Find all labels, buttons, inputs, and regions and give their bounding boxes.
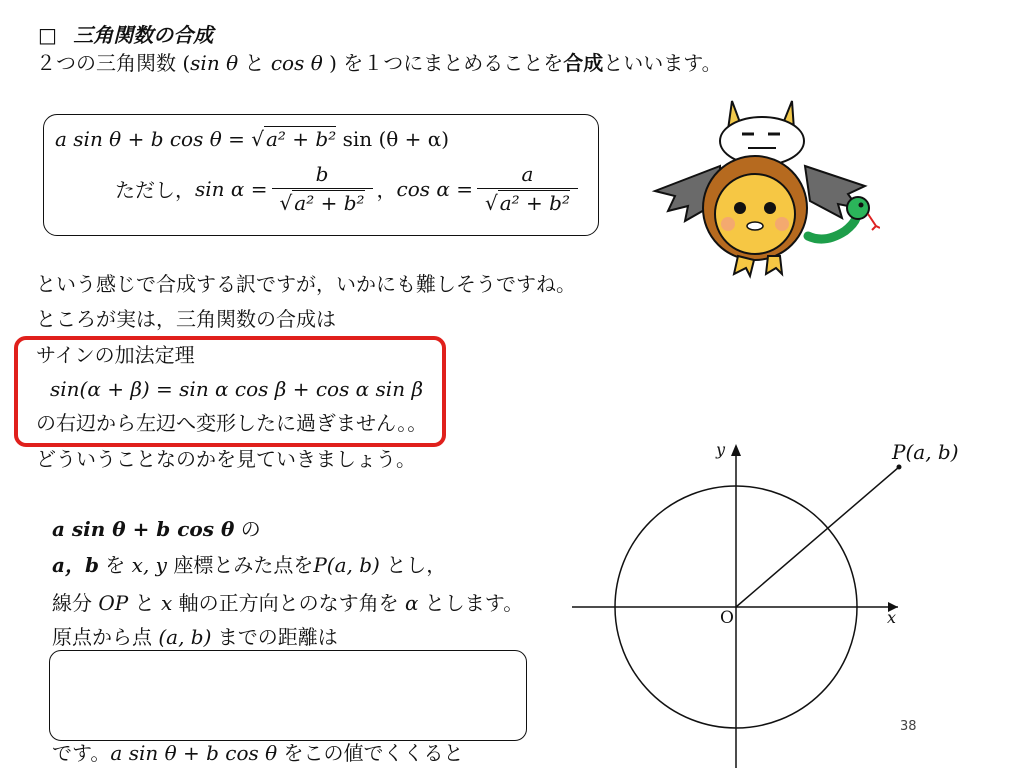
step2-xy: x, y [131, 553, 167, 577]
step1-tail: の [234, 517, 261, 541]
step2-text-a: を [98, 553, 132, 577]
fraction-a-denominator: a² + b² [499, 191, 570, 215]
x-axis-label: x [887, 608, 897, 627]
unit-circle-diagram [560, 430, 980, 768]
step2-point-p: P(a, b) [313, 553, 380, 577]
page-number: 38 [900, 719, 917, 734]
fraction-b-denominator: a² + b² [294, 191, 365, 215]
body-line-6: どういうことなのかを見ていきましょう。 [36, 447, 416, 471]
lion-dragon-mascot-icon [650, 96, 880, 286]
checkbox-icon: □ [38, 23, 57, 47]
intro-text-b: を１つにまとめることを [343, 51, 564, 75]
origin-label: O [720, 608, 734, 628]
step4-text-b: までの距離は [211, 625, 338, 649]
intro-line: ２つの三角関数 (sin θ と cos θ ) を１つにまとめることを合成といいます。 [36, 51, 722, 75]
formula-cos-alpha: cos α = [396, 176, 473, 201]
step-line-5 [52, 740, 464, 766]
point-p-coords: (a, b) [905, 440, 959, 464]
intro-cos-theta: cos θ [270, 51, 323, 75]
title-text: 三角関数の合成 [73, 23, 214, 47]
step3-alpha: α [404, 591, 419, 615]
distance-answer-box[interactable] [49, 650, 527, 741]
step3-x: x [160, 591, 173, 615]
formula-lhs: a sin θ + b cos θ = [55, 127, 252, 151]
fraction-a: $\frac{a}{\text{√ a² + b²}}$ [477, 162, 578, 215]
step5-text-a: です。 [52, 741, 111, 765]
step-line-2 [52, 552, 446, 578]
body-line-5: の右辺から左辺へ変形したに過ぎません。。 [36, 411, 428, 435]
intro-bold-word: 合成 [563, 51, 604, 75]
formula-tadashi: ただし， [115, 178, 195, 202]
step3-text-a: 線分 [52, 591, 99, 615]
step1-math: a sin θ + b cos θ [52, 517, 235, 541]
fraction-b: $\frac{b}{\text{√ a² + b²}}$ [272, 162, 373, 215]
section-title [38, 22, 213, 48]
step4-ab: (a, b) [158, 625, 212, 649]
step2-text-b: 座標とみた点を [166, 553, 314, 577]
step5-math: a sin θ + b cos θ [110, 741, 278, 765]
y-axis-label: y [716, 440, 726, 459]
formula-rhs: sin (θ + α) [336, 127, 450, 151]
step3-op: OP [98, 591, 129, 615]
body-line-1: という感じで合成する訳ですが，いかにも難しそうですね。 [36, 272, 576, 296]
formula-line-2 [115, 162, 582, 215]
point-p-label [892, 440, 959, 464]
y-axis-arrow-icon [731, 444, 741, 456]
fraction-b-numerator: b [315, 162, 329, 186]
step-line-4 [52, 624, 338, 650]
step-line-3 [52, 590, 523, 616]
step3-text-c: 軸の正方向とのなす角を [172, 591, 405, 615]
step3-text-b: と [128, 591, 161, 615]
step2-ab: a，b [52, 553, 99, 577]
point-p [897, 465, 902, 470]
intro-sin-theta: sin θ [190, 51, 239, 75]
step3-text-d: とします。 [418, 591, 524, 615]
formula-line-1: a sin θ + b cos θ = √ a² + b² sin (θ + α) [55, 127, 450, 151]
step5-text-b: をこの値でくくると [277, 741, 464, 765]
point-p-name: P [892, 440, 906, 464]
body-line-3: サインの加法定理 [36, 343, 195, 367]
addition-theorem-formula: sin(α + β) = sin α cos β + cos α sin β [50, 377, 424, 401]
intro-and: と [244, 51, 265, 75]
formula-comma: ， [376, 178, 397, 202]
intro-text-c: といいます。 [603, 51, 722, 75]
step2-text-c: とし， [379, 553, 447, 577]
formula-sin-alpha: sin α = [195, 176, 268, 201]
step4-text-a: 原点から点 [52, 625, 159, 649]
step-line-1 [52, 516, 261, 542]
formula-sqrt: a² + b² [265, 127, 337, 151]
fraction-a-numerator: a [521, 162, 534, 186]
intro-text-a: ２つの三角関数 [36, 51, 176, 75]
body-line-2: ところが実は，三角関数の合成は [36, 307, 336, 331]
